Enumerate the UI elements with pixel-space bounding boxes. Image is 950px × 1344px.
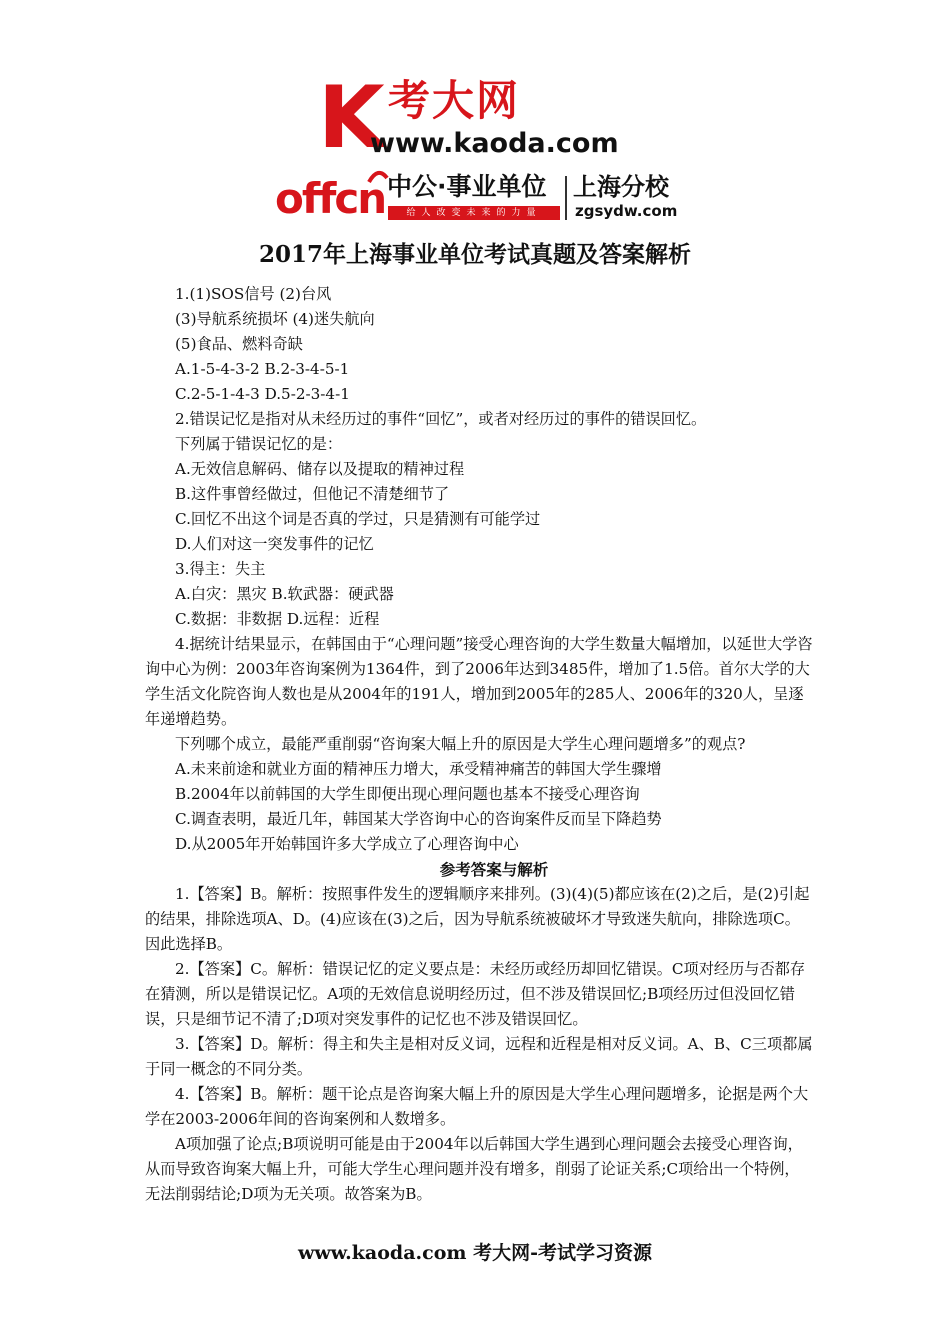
question-line: 下列哪个成立，最能严重削弱“咨询案大幅上升的原因是大学生心理问题增多”的观点? — [175, 735, 746, 753]
kaoda-logo — [318, 68, 658, 168]
kaoda-k-mark: K — [318, 68, 381, 168]
question-line: (3)导航系统损坏 (4)迷失航向 — [175, 310, 375, 328]
document-body — [145, 282, 813, 1207]
answer-paragraph: 2.【答案】C。解析：错误记忆的定义要点是：未经历或经历却回忆错误。C项对经历与否都存在猜测，所以是错误记忆。A项的无效信息说明经历过，但不涉及错误回忆;B项经历过但没回忆错误，只是细节记不清了;D项对突发事件的记忆也不涉及错误回忆。 — [145, 960, 806, 1028]
offcn-slogan: 给人改变未来的力量 — [388, 206, 560, 220]
document-title: 2017年上海事业单位考试真题及答案解析 — [258, 241, 691, 268]
answers-heading: 参考答案与解析 — [439, 860, 549, 879]
question-line: B.2004年以前韩国的大学生即便出现心理问题也基本不接受心理咨询 — [175, 785, 640, 803]
question-line: A.1-5-4-3-2 B.2-3-4-5-1 — [175, 360, 350, 378]
question-line: 4.据统计结果显示，在韩国由于“心理问题”接受心理咨询的大学生数量大幅增加，以延世大学咨询中心为例：2003年咨询案例为1364件，到了2006年达到3485件，增加了1.5倍。首尔大学的大学生活文化院咨询人数也是从2004年的191人，增加到2005年的285人、2006年的320人，呈逐年递增趋势。 — [145, 635, 813, 728]
question-line: 1.(1)SOS信号 (2)台风 — [175, 285, 332, 303]
offcn-wordmark: offcn — [275, 174, 386, 223]
offcn-branch: 上海分校 — [573, 173, 669, 201]
answer-paragraph: A项加强了论点;B项说明可能是由于2004年以后韩国大学生遇到心理问题会去接受心理咨询，从而导致咨询案大幅上升，可能大学生心理问题并没有增多，削弱了论证关系;C项给出一个特例，无法削弱结论;D项为无关项。故答案为B。 — [145, 1135, 803, 1203]
kaoda-name: 考大网 — [388, 76, 521, 125]
question-line: C.调查表明，最近几年，韩国某大学咨询中心的咨询案件反而呈下降趋势 — [175, 810, 662, 828]
questions-section — [145, 282, 813, 857]
question-line: 3.得主：失主 — [175, 560, 266, 578]
offcn-site: zgsydw.com — [575, 202, 678, 220]
question-line: A.白灾：黑灾 B.软武器：硬武器 — [175, 585, 394, 603]
offcn-arc-icon — [367, 168, 389, 184]
answers-section — [145, 882, 813, 1207]
offcn-logo — [275, 168, 685, 230]
answer-paragraph: 4.【答案】B。解析：题干论点是咨询案大幅上升的原因是大学生心理问题增多，论据是两个大学在2003-2006年间的咨询案例和人数增多。 — [145, 1085, 809, 1128]
question-line: B.这件事曾经做过，但他记不清楚细节了 — [175, 485, 450, 503]
question-line: (5)食品、燃料奇缺 — [175, 335, 303, 353]
question-line: A.无效信息解码、储存以及提取的精神过程 — [175, 460, 465, 478]
answer-paragraph: 3.【答案】D。解析：得主和失主是相对反义词，远程和近程是相对反义词。A、B、C三项都属于同一概念的不同分类。 — [145, 1035, 813, 1078]
kaoda-url: www.kaoda.com — [370, 128, 619, 159]
question-line: C.数据：非数据 D.远程：近程 — [175, 610, 380, 628]
question-line: D.人们对这一突发事件的记忆 — [175, 535, 374, 553]
question-line: 下列属于错误记忆的是： — [175, 435, 343, 453]
question-line: C.回忆不出这个词是否真的学过，只是猜测有可能学过 — [175, 510, 541, 528]
answer-paragraph: 1.【答案】B。解析：按照事件发生的逻辑顺序来排列。(3)(4)(5)都应该在(2)之后，是(2)引起的结果，排除选项A、D。(4)应该在(3)之后，因为导航系统被破坏才导致迷失航向，排除选项C。因此选择B。 — [145, 885, 810, 953]
page-footer: www.kaoda.com 考大网-考试学习资源 — [298, 1242, 652, 1264]
question-line: A.未来前途和就业方面的精神压力增大，承受精神痛苦的韩国大学生骤增 — [175, 760, 662, 778]
offcn-divider — [565, 176, 567, 220]
offcn-brand: 中公·事业单位 — [387, 172, 547, 201]
question-line: D.从2005年开始韩国许多大学成立了心理咨询中心 — [175, 835, 519, 853]
question-line: C.2-5-1-4-3 D.5-2-3-4-1 — [175, 385, 350, 403]
question-line: 2.错误记忆是指对从未经历过的事件“回忆”，或者对经历过的事件的错误回忆。 — [175, 410, 707, 428]
